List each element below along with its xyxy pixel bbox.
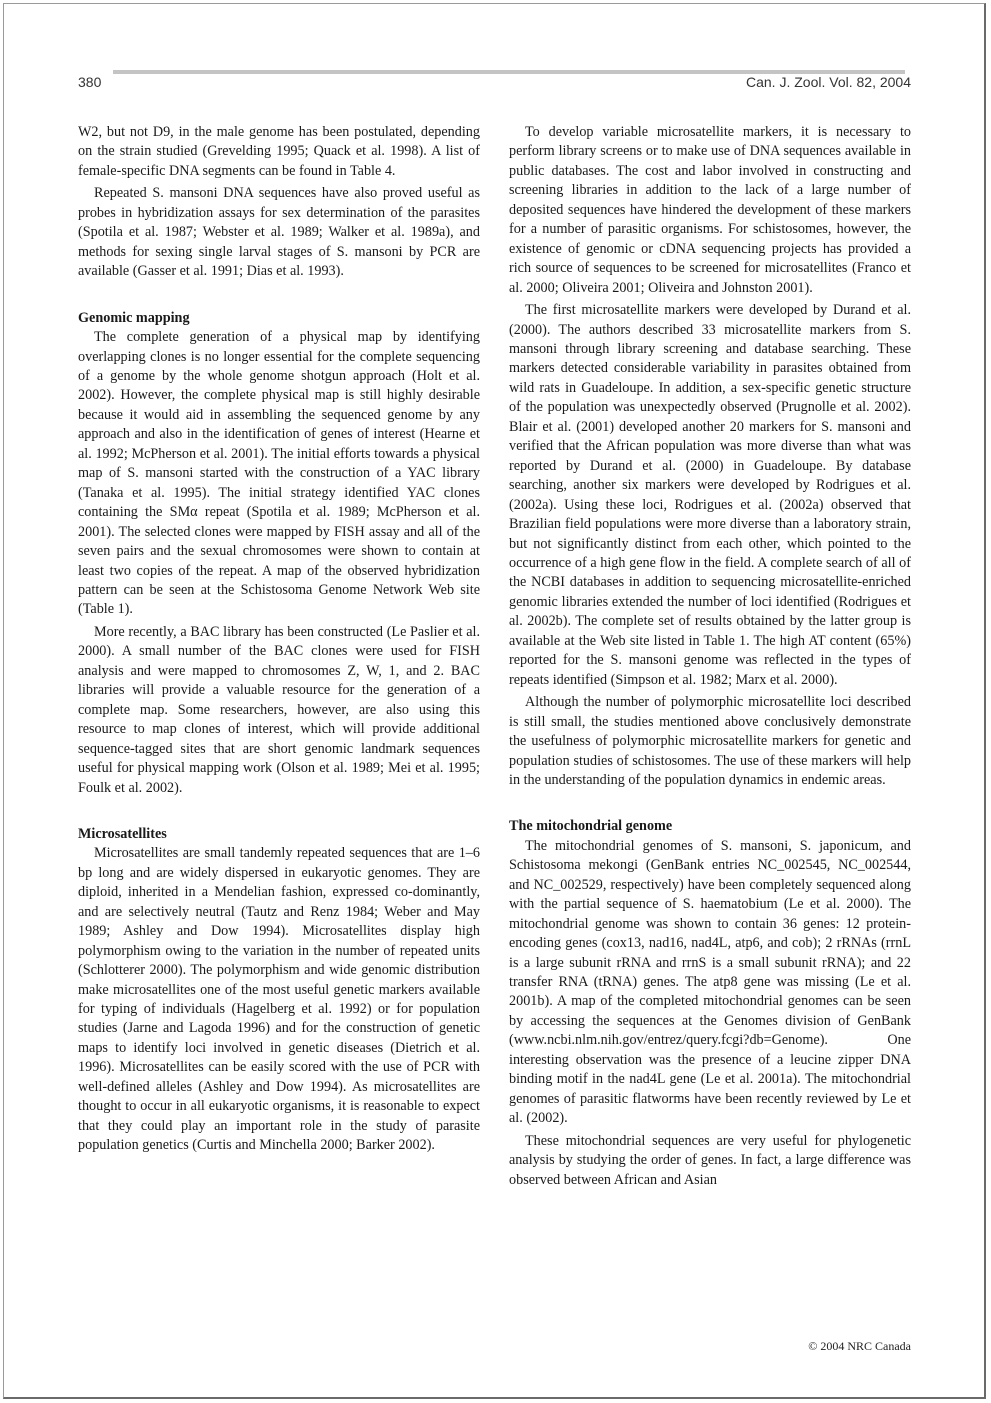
paragraph-microsatellites: Microsatellites are small tandemly repeated sequences that are 1–6 bp long and are widely dispersed in eukaryotic genomes. They are diploid, inherited in a Mendelian fashion, expressed co-dominantly, and are selectively neutral (Tautz and Renz 1984; Weber and May 1989; Ashley and Dow 1994). Microsatellites display high polymorphism owing to the variation in the number of repeated units (Schlotterer 2000). The polymorphism and wide genomic distribution make microsatellites one of the most useful genetic markers available for typing of individuals (Hagelberg et al. 1992) or for population studies (Jarne and Lagoda 1996) and for the construction of genetic maps to identify loci involved in genetic diseases (Dietrich et al. 1996). Microsatellites can be easily scored with the use of PCR with well-defined alleles (Ashley and Dow 1994). As microsatellites are thought to occur in all eukaryotic organisms, it is reasonable to expect that they could play an important role in the study of parasite population genetics (Curtis and Minchella 2000; Barker 2002).: [78, 845, 480, 1154]
journal-citation: Can. J. Zool. Vol. 82, 2004: [746, 74, 911, 90]
paragraph-repeated-sequences: Repeated S. mansoni DNA sequences have also proved useful as probes in hybridization assays for sex determination of the parasites (Spotila et al. 1987; Webster et al. 1989; Walker et al. 1989a), and methods for sexing single larval stages of S. mansoni by PCR are available (Gasser et al. 1991; Dias et al. 1993).: [78, 185, 480, 280]
paragraph-mitochondrial-genome: The mitochondrial genomes of S. mansoni, S. japonicum, and Schistosoma mekongi (GenBank entries NC_002545, NC_002544, and NC_002529, respectively) have been completely sequenced along with the partial sequence of S. haematobium (Le et al. 2000). The mitochondrial genome was shown to contain 36 genes: 12 protein-encoding genes (cox13, nad16, nad4L, atp6, and cob); 2 rRNAs (rrnL is a large subunit rRNA and rrnS is a small subunit rRNA); and 22 transfer RNA (tRNA) genes. The atp8 gene was missing (Le et al. 2001b). A map of the completed mitochondrial genomes can be seen by accessing the sequences at the Genomes division of GenBank (www.ncbi.nlm.nih.gov/entrez/query.fcgi?db=Genome). One interesting observation was the presence of a leucine zipper DNA binding motif in the nad4L gene (Le et al. 2001a). The mitochondrial genomes of parasitic flatworms have been recently reviewed by Le et al. (2002).: [509, 837, 911, 1127]
paragraph-phylogenetic: These mitochondrial sequences are very useful for phylogenetic analysis by studying the order of genes. In fact, a large difference was observed between African and Asian: [509, 1132, 911, 1188]
paragraph-continued: W2, but not D9, in the male genome has been postulated, depending on the strain studied (Grevelding 1995; Quack et al. 1998). A list of female-specific DNA segments can be found in Table 4.: [78, 124, 480, 179]
copyright-notice: © 2004 NRC Canada: [808, 1339, 911, 1353]
paragraph-develop-markers: To develop variable microsatellite markers, it is necessary to perform library screens or to make use of DNA sequences available in public databases. The cost and labor involved in constructing and screening libraries in addition to the lack of a large number of deposited sequences have hindered the development of these markers for a number of parasitic organisms. For schistosomes, however, the existence of genomic or cDNA sequencing projects has provided a rich source of sequences to be screened for microsatellites (Franco et al. 2000; Oliveira 2001; Oliveira and Johnston 2001).: [509, 124, 911, 296]
section-heading-genomic-mapping: Genomic mapping: [78, 309, 190, 326]
section-heading-microsatellites: Microsatellites: [78, 825, 167, 842]
left-column: [78, 123, 480, 1156]
paragraph-although: Although the number of polymorphic microsatellite loci described is still small, the studies mentioned above conclusively demonstrate the usefulness of polymorphic microsatellite markers for genetic and population studies of schistosomes. The use of these markers will help in the understanding of the population dynamics in endemic areas.: [509, 694, 911, 788]
page-number: 380: [78, 74, 102, 90]
paragraph-genomic-mapping-2: More recently, a BAC library has been constructed (Le Paslier et al. 2000). A small number of the BAC clones were used for FISH analysis and were mapped to chromosomes Z, W, 1, and 2. BAC libraries will provide a valuable resource for the generation of a complete map. Some researchers, however, are also using this resource to map clones of interest, which will provide additional sequence-tagged sites that are short genomic landmark sequences useful for physical mapping work (Olson et al. 1989; Mei et al. 1995; Foulk et al. 2002).: [78, 623, 480, 796]
section-heading-mitochondrial-genome: The mitochondrial genome: [509, 818, 673, 835]
paragraph-first-markers: The first microsatellite markers were developed by Durand et al. (2000). The authors described 33 microsatellite markers from S. mansoni through library screening and database searching. These markers detected considerable variability in parasites obtained from wild rats in Guadeloupe. In addition, a sex-specific genetic structure of the population was unexpectedly observed (Prugnolle et al. 2002). Blair et al. (2001) developed another 20 markers for S. mansoni and verified that the African population was more diverse than what was reported by Durand et al. (2000) in Guadeloupe. By database searching, another six markers were developed by Rodrigues et al. (2002a). Using these loci, Rodrigues et al. (2002a) observed that Brazilian field populations were more diverse than a laboratory strain, but not significantly distinct from each other, which pointed to the occurrence of a high gene flow in the field. A complete search of all of the NCBI databases in addition to sequencing microsatellite-enriched genomic libraries extended the number of loci identified (Rodrigues et al. 2002b). The complete set of results obtained by the latter group is available at the Web site listed in Table 1. The high AT content (65%) reported for the S. mansoni genome was reflected in the types of repeats identified (Simpson et al. 1982; Marx et al. 2000).: [509, 302, 911, 688]
right-column: [509, 123, 911, 1190]
paragraph-genomic-mapping-1: The complete generation of a physical map by identifying overlapping clones is no longer essential for the complete sequencing of a genome by the whole genome shotgun approach (Holt et al. 2002). However, the complete physical map is still highly desirable because it would aid in assembling the sequenced genome by any approach and also in the identification of genes of interest (Hearne et al. 1992; McPherson et al. 2001). The initial efforts towards a physical map of S. mansoni started with the construction of a YAC library (Tanaka et al. 1995). The initial strategy identified YAC clones containing the SMα repeat (Spotila et al. 1989; McPherson et al. 2001). The selected clones were mapped by FISH assay and all of the seven pairs and the sexual chromosomes were shown to contain at least two copies of the repeat. A map of the observed hybridization pattern can be seen at the Schistosoma Genome Network Web site (Table 1).: [78, 329, 480, 618]
